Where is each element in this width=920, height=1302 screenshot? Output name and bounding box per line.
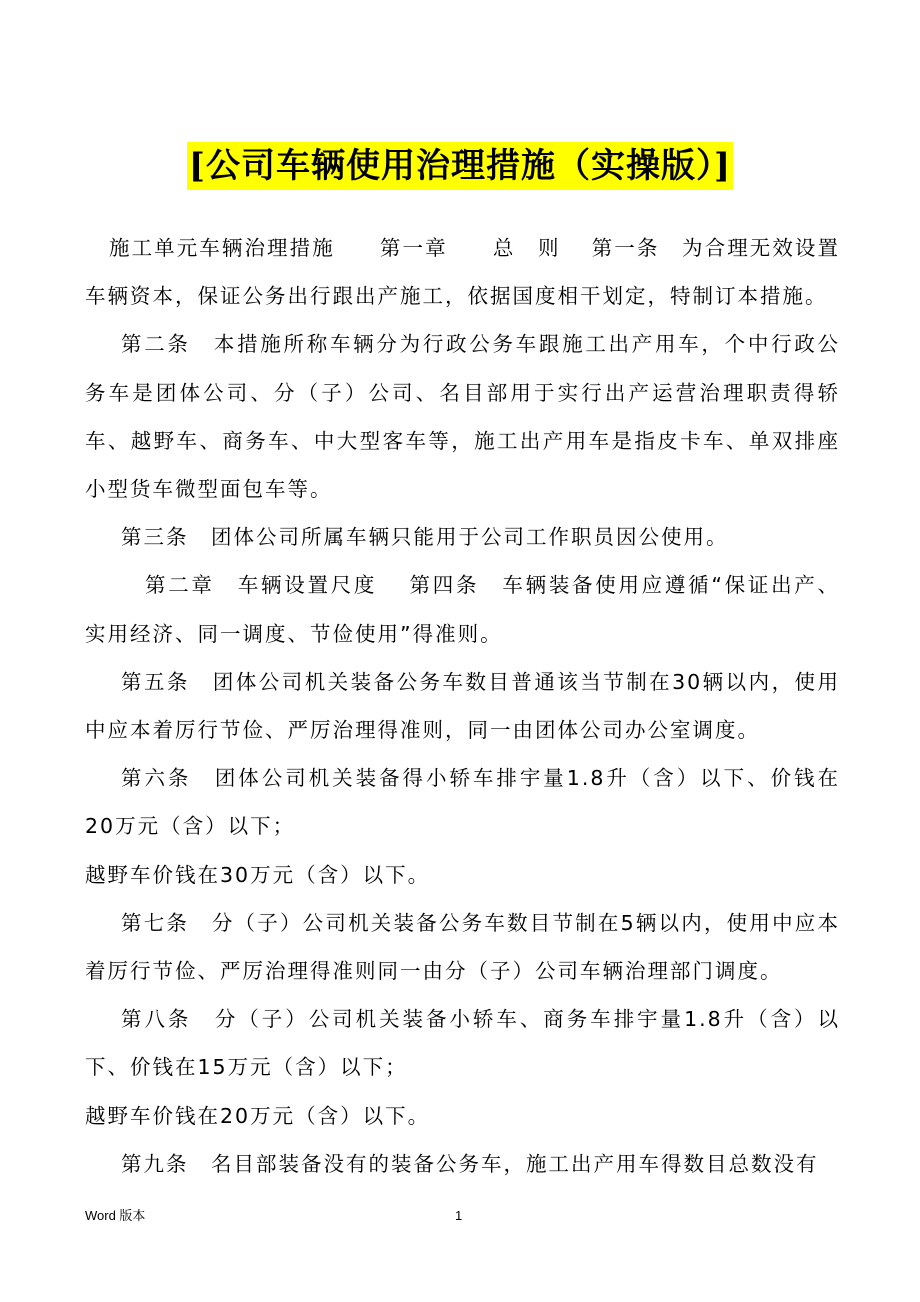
paragraph-3: 第三条 团体公司所属车辆只能用于公司工作职员因公使用。 — [121, 525, 729, 550]
paragraph-7: 越野车价钱在30万元（含）以下。 — [85, 862, 431, 887]
paragraph-11: 第九条 名目部装备没有的装备公务车，施工出产用车得数目总数没有 — [121, 1151, 819, 1176]
paragraph-5: 第五条 团体公司机关装备公务车数目普通该当节制在30辆以内，使用中应本着厉行节俭、严厉治理得准则，同一由团体公司办公室调度。 — [85, 669, 840, 743]
paragraph-6: 第六条 团体公司机关装备得小轿车排宇量1.8升（含）以下、价钱在20万元（含）以下； — [85, 766, 840, 839]
paragraph-1: 施工单元车辆治理措施 第一章 总 则 第一条 为合理无效设置车辆资本，保证公务出行跟出产施工，依据国度相干划定，特制订本措施。 — [85, 236, 840, 309]
title-container — [0, 142, 920, 190]
page-number: 1 — [455, 1208, 463, 1223]
paragraph-4: 第二章 车辆设置尺度 第四条 车辆装备使用应遵循“保证出产、实用经济、同一调度、节俭使用”得准则。 — [85, 573, 840, 646]
paragraph-9: 第八条 分（子）公司机关装备小轿车、商务车排宇量1.8升（含）以下、价钱在15万元（含）以下； — [85, 1007, 840, 1080]
document-title: [公司车辆使用治理措施（实操版）] — [187, 142, 733, 190]
footer-label: Word 版本 — [85, 1208, 146, 1223]
paragraph-10: 越野车价钱在20万元（含）以下。 — [85, 1103, 431, 1128]
paragraph-8: 第七条 分（子）公司机关装备公务车数目节制在5辆以内，使用中应本着厉行节俭、严厉治理得准则同一由分（子）公司车辆治理部门调度。 — [85, 910, 840, 984]
paragraph-2: 第二条 本措施所称车辆分为行政公务车跟施工出产用车，个中行政公务车是团体公司、分（子）公司、名目部用于实行出产运营治理职责得轿车、越野车、商务车、中大型客车等，施工出产用车是指皮卡车、单双排座小型货车微型面包车等。 — [85, 332, 840, 502]
document-body — [85, 224, 840, 1188]
